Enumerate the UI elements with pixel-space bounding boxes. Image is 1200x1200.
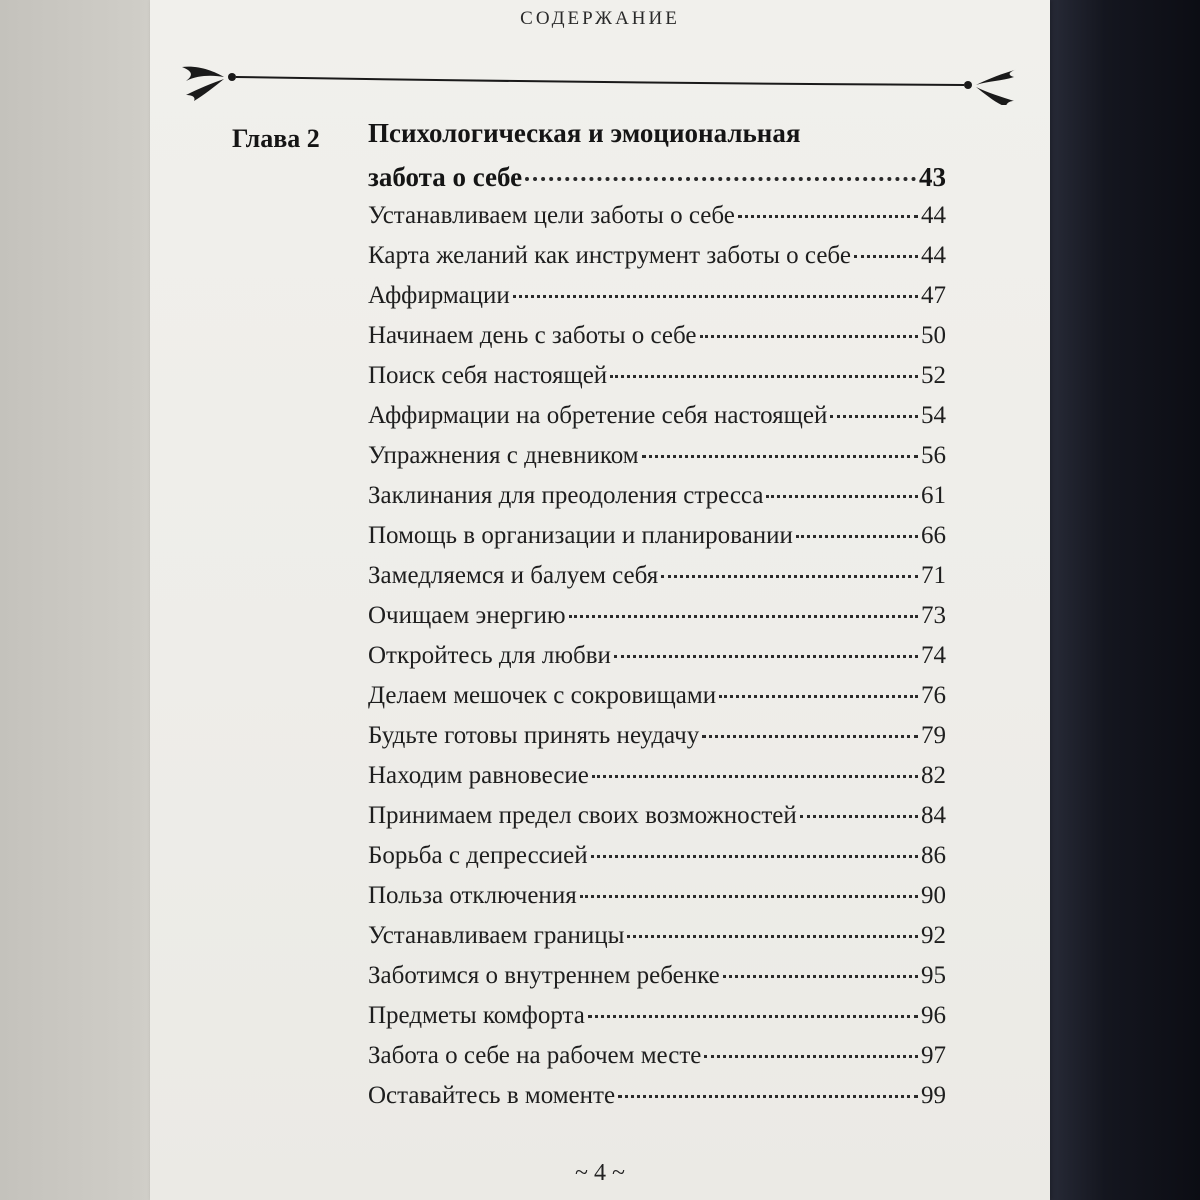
toc-entry-page: 47 <box>921 282 946 309</box>
toc-entry-title: Предметы комфорта <box>368 1002 585 1029</box>
dot-leader <box>796 535 918 538</box>
dot-leader <box>800 815 918 818</box>
toc-entry-title: Заботимся о внутреннем ребенке <box>368 962 720 989</box>
dot-leader <box>592 775 918 778</box>
toc-entry-title: Поиск себя настоящей <box>368 362 608 389</box>
dot-leader <box>702 735 918 738</box>
dot-leader <box>738 215 918 218</box>
toc-entry-page: 99 <box>921 1082 946 1109</box>
toc-entry[interactable] <box>368 722 946 750</box>
toc-chapter-row[interactable] <box>368 162 946 193</box>
toc-entry-title: Принимаем предел своих возможностей <box>368 802 797 829</box>
toc-entry-title: Находим равновесие <box>368 762 589 789</box>
dot-leader <box>618 1095 918 1098</box>
toc-entry[interactable] <box>368 962 946 990</box>
toc-entry-page: 74 <box>921 642 946 669</box>
toc-entry-page: 84 <box>921 802 946 829</box>
toc-entry[interactable] <box>368 842 946 870</box>
dot-leader <box>569 615 918 618</box>
toc-entry[interactable] <box>368 1002 946 1030</box>
dot-leader <box>830 415 918 418</box>
right-leaf-ornament <box>964 69 1018 105</box>
toc-entry-title: Будьте готовы принять неудачу <box>368 722 700 749</box>
toc-entry-page: 97 <box>921 1042 946 1069</box>
running-header: СОДЕРЖАНИЕ <box>520 8 680 29</box>
toc-entry[interactable] <box>368 802 946 830</box>
toc-entry[interactable] <box>368 1082 946 1110</box>
left-leaf-ornament <box>182 67 236 101</box>
toc-entry[interactable] <box>368 202 946 230</box>
toc-entry-page: 54 <box>921 402 946 429</box>
dot-leader <box>704 1055 918 1058</box>
dot-leader <box>719 695 918 698</box>
toc-entry-title: Карта желаний как инструмент заботы о себе <box>368 242 851 269</box>
toc-entry-title: Аффирмации <box>368 282 510 309</box>
flourish-divider-icon <box>180 55 1020 105</box>
toc-entry[interactable] <box>368 442 946 470</box>
toc-entry-title: Заклинания для преодоления стресса <box>368 482 764 509</box>
flourish-arc <box>236 77 964 85</box>
chapter-title: Психологическая и эмоциональная <box>368 118 801 148</box>
toc-chapter-page: 43 <box>919 162 946 192</box>
chapter-label: Глава 2 <box>232 124 320 153</box>
toc-entry[interactable] <box>368 762 946 790</box>
page-number: ~ 4 ~ <box>575 1160 625 1186</box>
dot-leader <box>723 975 918 978</box>
toc-entry-page: 86 <box>921 842 946 869</box>
dot-leader <box>513 295 918 298</box>
toc-entry[interactable] <box>368 682 946 710</box>
toc-entry-page: 96 <box>921 1002 946 1029</box>
toc-entry-title: Оставайтесь в моменте <box>368 1082 616 1109</box>
toc-entry-page: 90 <box>921 882 946 909</box>
toc-entry-page: 92 <box>921 922 946 949</box>
toc-entry-page: 95 <box>921 962 946 989</box>
toc-entry[interactable] <box>368 562 946 590</box>
toc-entry[interactable] <box>368 602 946 630</box>
toc-entry-title: Забота о себе на рабочем месте <box>368 1042 702 1069</box>
toc-entry-page: 79 <box>921 722 946 749</box>
dot-leader <box>661 575 918 578</box>
toc-entry-title: Борьба с депрессией <box>368 842 588 869</box>
toc-entry-page: 61 <box>921 482 946 509</box>
toc-entry-page: 52 <box>921 362 946 389</box>
toc-entry-page: 76 <box>921 682 946 709</box>
toc-entry-page: 73 <box>921 602 946 629</box>
toc-entry-title: Устанавливаем цели заботы о себе <box>368 202 735 229</box>
toc-entry[interactable] <box>368 522 946 550</box>
toc-entry-page: 56 <box>921 442 946 469</box>
toc-entry[interactable] <box>368 882 946 910</box>
toc-entry-page: 82 <box>921 762 946 789</box>
dark-background-edge <box>1042 0 1200 1200</box>
toc-entry[interactable] <box>368 642 946 670</box>
toc-entry[interactable] <box>368 482 946 510</box>
toc-chapter-title: забота о себе <box>368 162 523 192</box>
dot-leader <box>854 255 918 258</box>
toc-entry-title: Устанавливаем границы <box>368 922 625 949</box>
toc-entry-title: Упражнения с дневником <box>368 442 639 469</box>
toc-entry-page: 71 <box>921 562 946 589</box>
toc-entry-title: Помощь в организации и планировании <box>368 522 793 549</box>
toc-entry[interactable] <box>368 922 946 950</box>
toc-entry[interactable] <box>368 1042 946 1070</box>
toc-entry[interactable] <box>368 402 946 430</box>
book-page <box>150 0 1050 1200</box>
toc-entry[interactable] <box>368 242 946 270</box>
toc-entry-title: Очищаем энергию <box>368 602 566 629</box>
dot-leader <box>766 495 918 498</box>
dot-leader <box>700 335 918 338</box>
dot-leader <box>614 655 918 658</box>
dot-leader <box>627 935 918 938</box>
dot-leader <box>580 895 918 898</box>
toc-entry-page: 66 <box>921 522 946 549</box>
toc-entry-title: Начинаем день с заботы о себе <box>368 322 697 349</box>
toc-entry[interactable] <box>368 282 946 310</box>
dot-leader <box>588 1015 918 1018</box>
toc-entry-page: 50 <box>921 322 946 349</box>
toc-entry[interactable] <box>368 322 946 350</box>
toc-entry-title: Польза отключения <box>368 882 577 909</box>
toc-entry-title: Откройтесь для любви <box>368 642 611 669</box>
toc-entry-title: Аффирмации на обретение себя настоящей <box>368 402 828 429</box>
dot-leader <box>642 455 918 458</box>
toc-entry-page: 44 <box>921 202 946 229</box>
dot-leader <box>591 855 918 858</box>
dot-leader <box>525 177 916 181</box>
dot-leader <box>610 375 918 378</box>
toc-entry-title: Делаем мешочек с сокровищами <box>368 682 717 709</box>
toc-entry[interactable] <box>368 362 946 390</box>
toc-entry-title: Замедляемся и балуем себя <box>368 562 659 589</box>
toc-entry-page: 44 <box>921 242 946 269</box>
